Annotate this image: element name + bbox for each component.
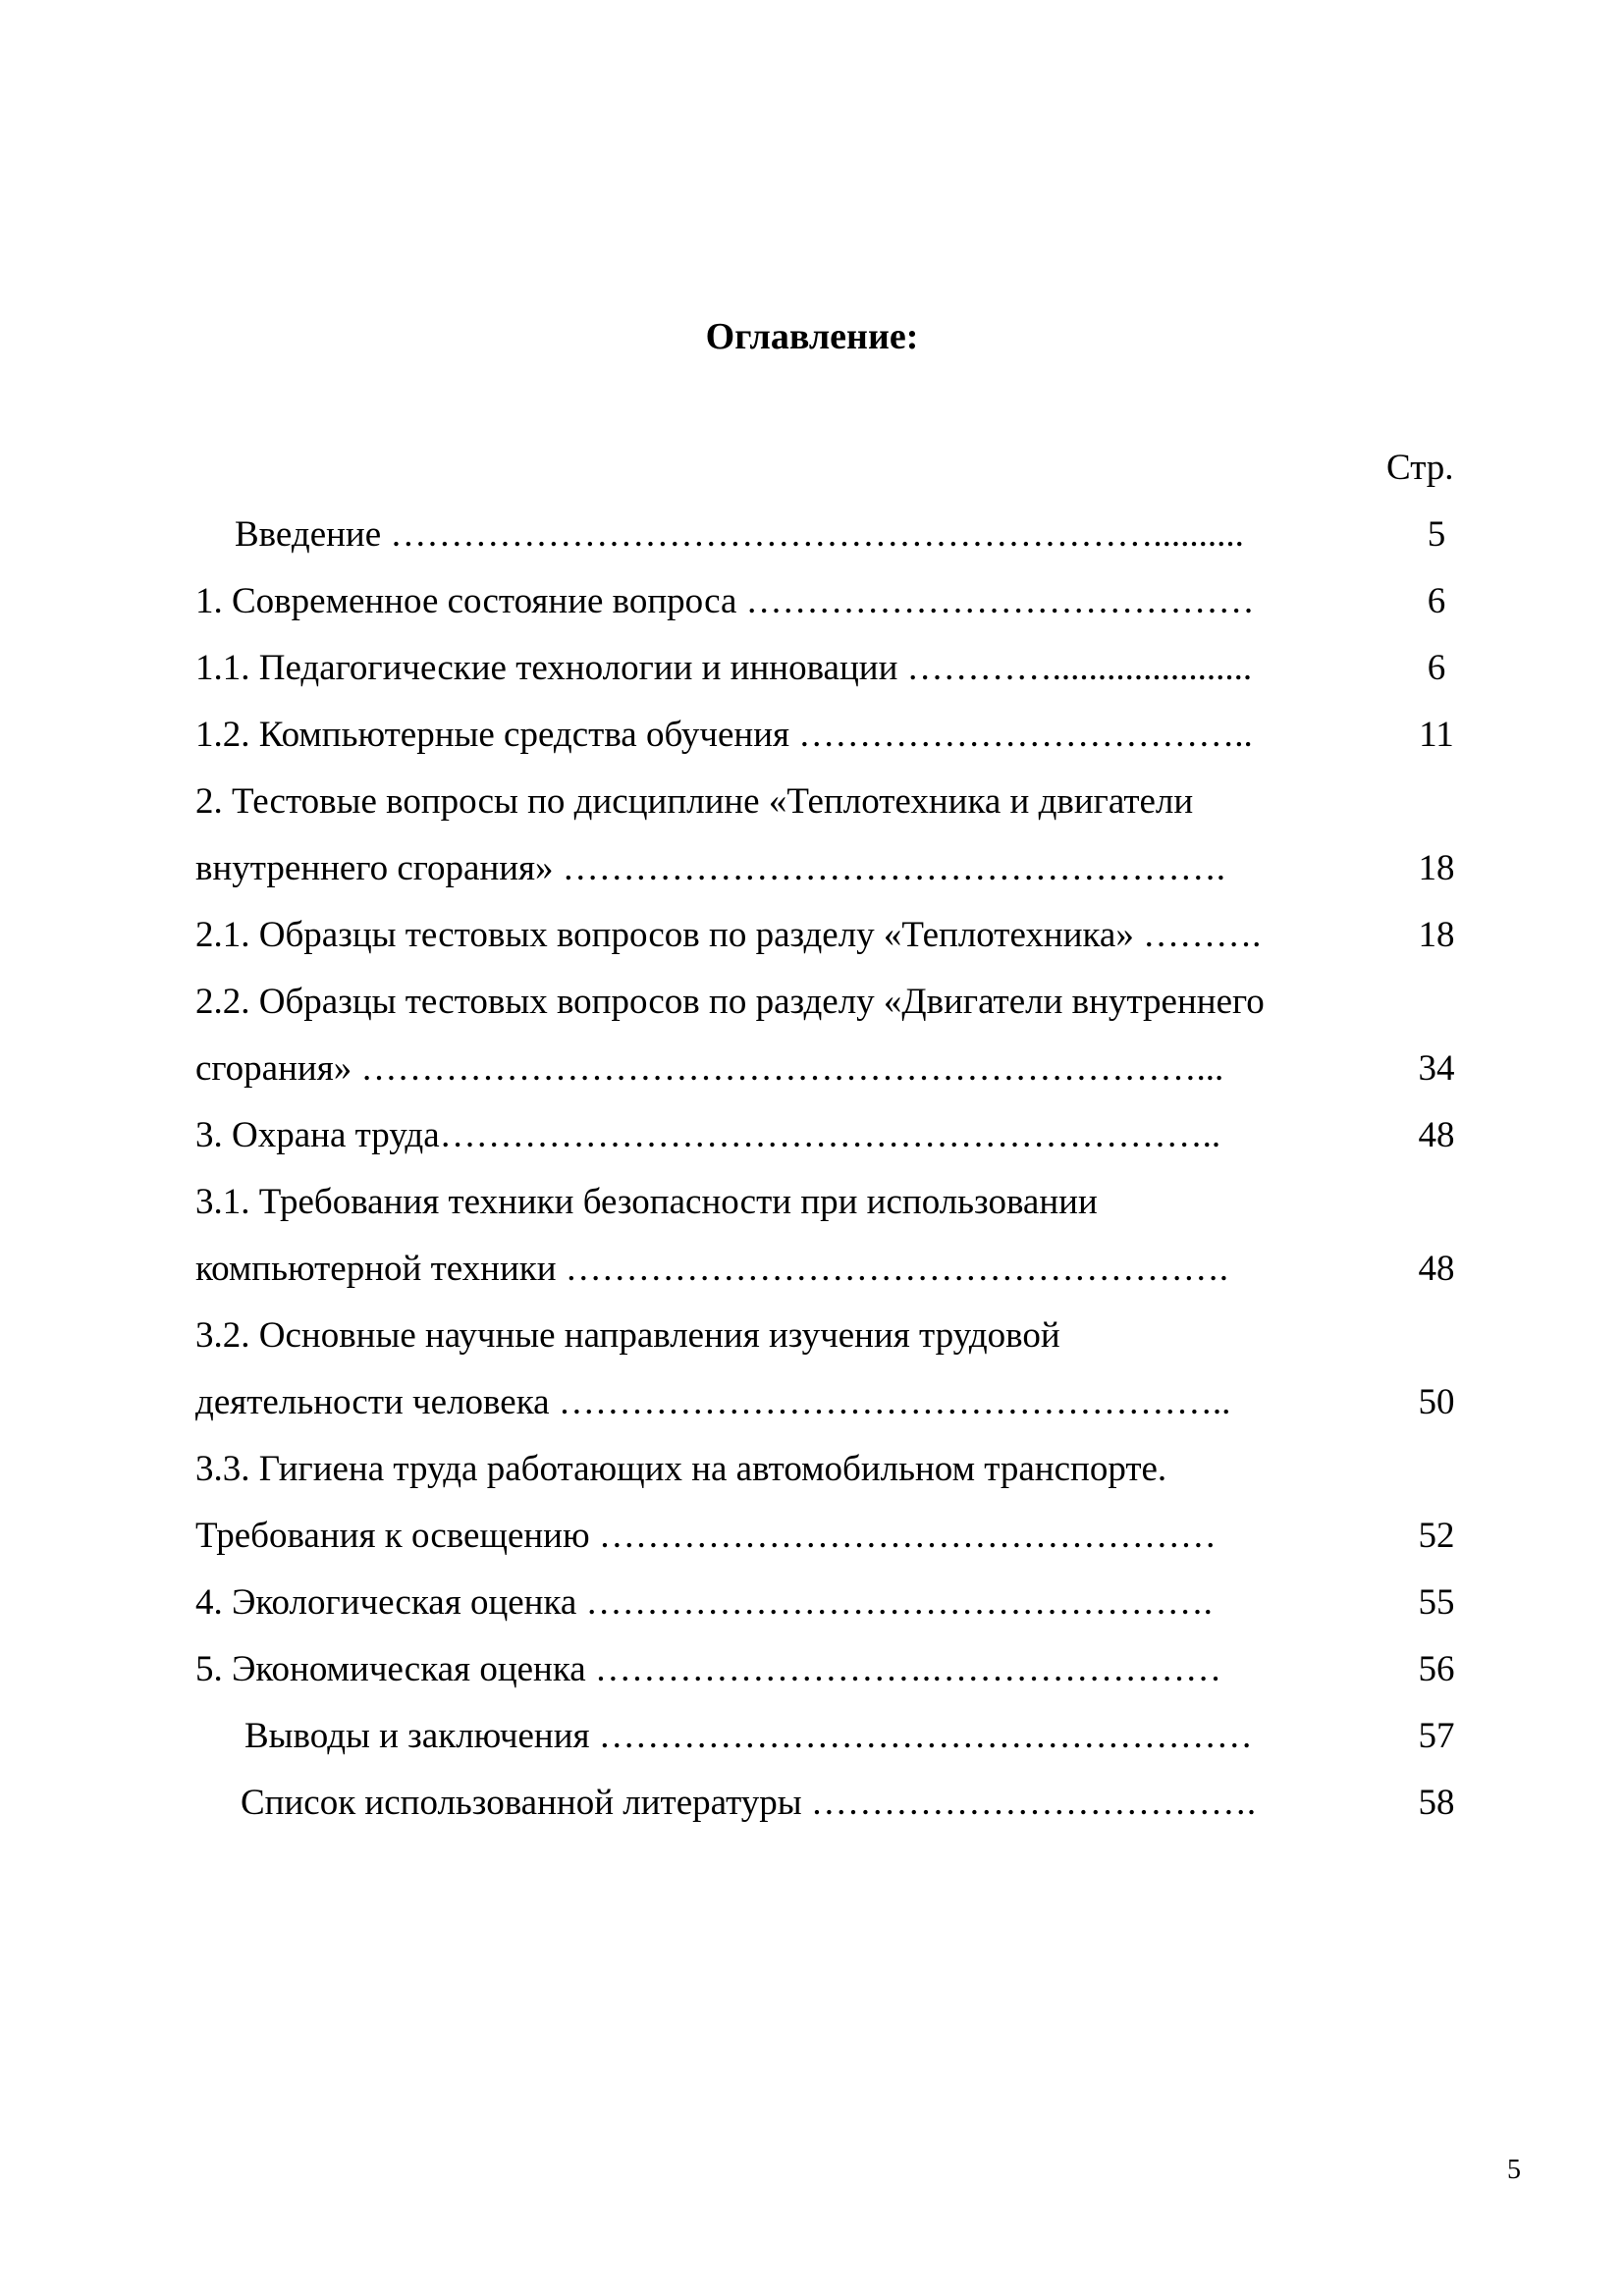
toc-entry-page: 34: [1418, 1048, 1455, 1089]
toc-entry-page: 50: [1418, 1382, 1455, 1422]
toc-entry-page: 52: [1418, 1516, 1455, 1556]
toc-entry-text: Выводы и заключения ………………………………………………: [244, 1716, 1253, 1756]
page-column-header: Стр.: [1386, 448, 1454, 488]
toc-entry-text: 2.2. Образцы тестовых вопросов по разделу «Двигатели внутреннего: [195, 982, 1265, 1022]
toc-entry-page: 48: [1418, 1115, 1455, 1155]
toc-entry-page: 11: [1419, 715, 1454, 755]
toc-entry-text: внутреннего сгорания» ……………………………………………….: [195, 848, 1226, 888]
toc-entry-text: 3. Охрана труда………………………………………………………..: [195, 1115, 1221, 1155]
toc-entry-page: 5: [1427, 514, 1446, 555]
toc-entry-text: сгорания» ……………………………………………………………...: [195, 1048, 1224, 1089]
toc-entry-page: 55: [1418, 1582, 1455, 1623]
toc-entry-text: 3.2. Основные научные направления изучения трудовой: [195, 1315, 1060, 1356]
toc-entry-text: 2.1. Образцы тестовых вопросов по разделу «Теплотехника» ……….: [195, 915, 1262, 955]
toc-entry-text: Введение ………………………………………………………..........: [235, 514, 1244, 555]
toc-entry-page: 58: [1418, 1783, 1455, 1823]
toc-entry-text: компьютерной техники ……………………………………………….: [195, 1249, 1229, 1289]
toc-entry-text: Требования к освещению ……………………………………………: [195, 1516, 1217, 1556]
toc-entry-page: 56: [1418, 1649, 1455, 1689]
toc-entry-text: 1. Современное состояние вопроса ……………………………………: [195, 581, 1255, 621]
page-number: 5: [1507, 2155, 1521, 2185]
toc-title: Оглавление:: [705, 316, 919, 357]
toc-entry-text: 5. Экономическая оценка ……………………….……………………: [195, 1649, 1222, 1689]
toc-entry-page: 57: [1418, 1716, 1455, 1756]
toc-entry-page: 6: [1427, 648, 1446, 688]
toc-entry-text: деятельности человека ………………………………………………..: [195, 1382, 1231, 1422]
toc-entry-text: 1.1. Педагогические технологии и инновации …………......................: [195, 648, 1253, 688]
toc-entry-text: 2. Тестовые вопросы по дисциплине «Теплотехника и двигатели: [195, 781, 1194, 822]
toc-entry-page: 18: [1418, 848, 1455, 888]
toc-entry-text: Список использованной литературы ……………………………….: [241, 1783, 1257, 1823]
toc-entry-page: 18: [1418, 915, 1455, 955]
toc-entry-page: 48: [1418, 1249, 1455, 1289]
toc-entry-text: 4. Экологическая оценка …………………………………………….: [195, 1582, 1213, 1623]
toc-entry-text: 3.3. Гигиена труда работающих на автомобильном транспорте.: [195, 1449, 1167, 1489]
toc-entry-text: 3.1. Требования техники безопасности при использовании: [195, 1182, 1098, 1222]
toc-entry-page: 6: [1427, 581, 1446, 621]
toc-entry-text: 1.2. Компьютерные средства обучения ………………………………..: [195, 715, 1253, 755]
